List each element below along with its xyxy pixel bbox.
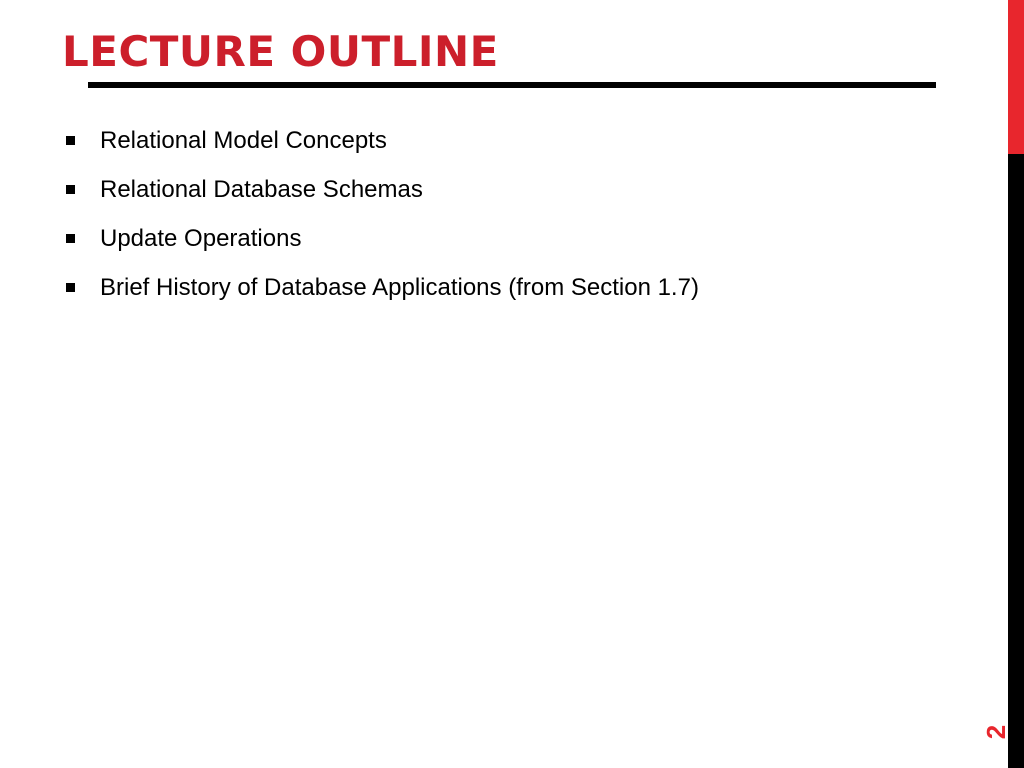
title-underline-rule [88,82,936,88]
bullet-text: Relational Database Schemas [100,175,423,203]
bullet-text: Update Operations [100,224,302,252]
bullet-text: Relational Model Concepts [100,126,387,154]
bullet-item [62,165,699,214]
square-bullet-icon [66,283,75,292]
bullet-item [62,116,699,165]
square-bullet-icon [66,185,75,194]
side-accent-bar-black [1008,154,1024,768]
slide-title: LECTURE OUTLINE [62,27,499,76]
bullet-text: Brief History of Database Applications (from Section 1.7) [100,273,699,301]
bullet-item [62,263,699,312]
square-bullet-icon [66,234,75,243]
page-number: 2 [980,724,1011,740]
bullet-list [62,116,699,312]
side-accent-bar-red [1008,0,1024,154]
square-bullet-icon [66,136,75,145]
bullet-item [62,214,699,263]
